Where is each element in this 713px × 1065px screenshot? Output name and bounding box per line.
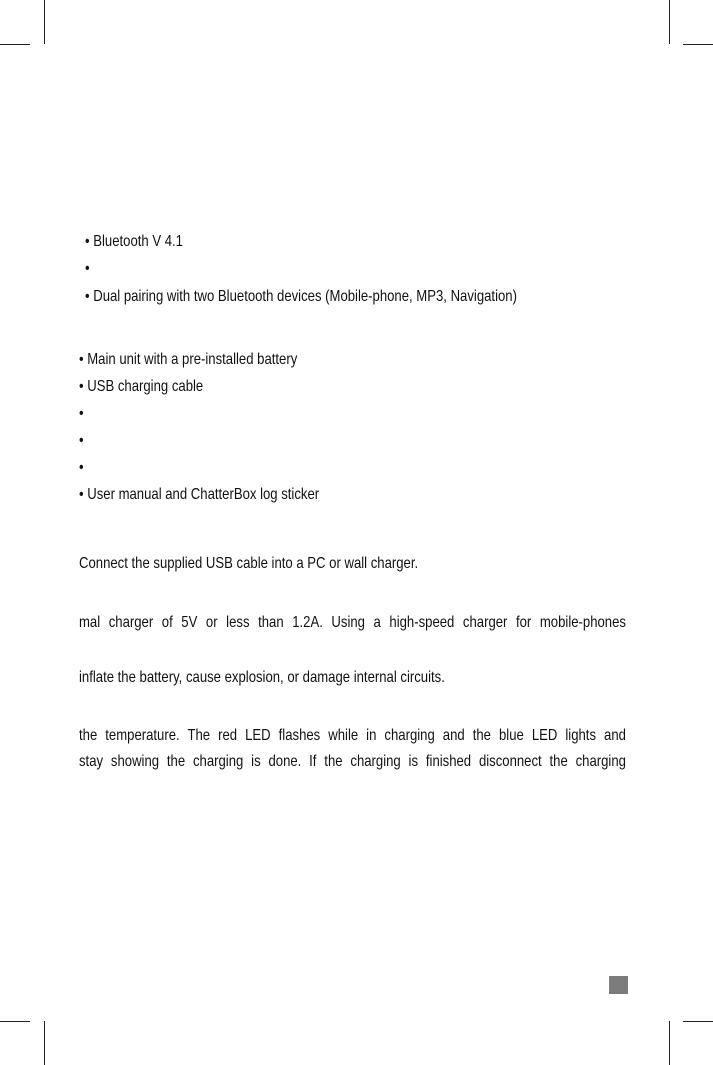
crop-mark-bottom-right-vertical [669,1021,670,1065]
package-item-empty-bullet: • [79,432,84,449]
crop-mark-top-left-vertical [44,0,45,44]
charging-done-description: stay showing the charging is done. If the charging is finished disconnect the charging [79,753,626,770]
crop-mark-top-right-horizontal [683,44,713,45]
charging-charger-spec: mal charger of 5V or less than 1.2A. Using a high-speed charger for mobile-phones [79,614,626,631]
feature-bluetooth-version: • Bluetooth V 4.1 [85,233,183,250]
page-marker-square [609,976,628,994]
crop-mark-top-right-vertical [669,0,670,44]
package-item-empty-bullet: • [79,405,84,422]
package-item-manual-sticker: • User manual and ChatterBox log sticker [79,486,320,503]
crop-mark-bottom-left-horizontal [0,1021,30,1022]
package-item-main-unit: • Main unit with a pre-installed battery [79,351,298,368]
charging-warning: inflate the battery, cause explosion, or damage internal circuits. [79,669,445,686]
crop-mark-bottom-right-horizontal [683,1021,713,1022]
package-item-empty-bullet: • [79,459,84,476]
package-item-usb-cable: • USB charging cable [79,378,204,395]
charging-connect-instruction: Connect the supplied USB cable into a PC or wall charger. [79,555,419,572]
charging-led-description: the temperature. The red LED flashes while in charging and the blue LED lights and [79,727,626,744]
feature-empty-bullet: • [85,260,90,277]
crop-mark-top-left-horizontal [0,44,30,45]
feature-dual-pairing: • Dual pairing with two Bluetooth devices (Mobile-phone, MP3, Navigation) [85,288,517,305]
crop-mark-bottom-left-vertical [44,1021,45,1065]
